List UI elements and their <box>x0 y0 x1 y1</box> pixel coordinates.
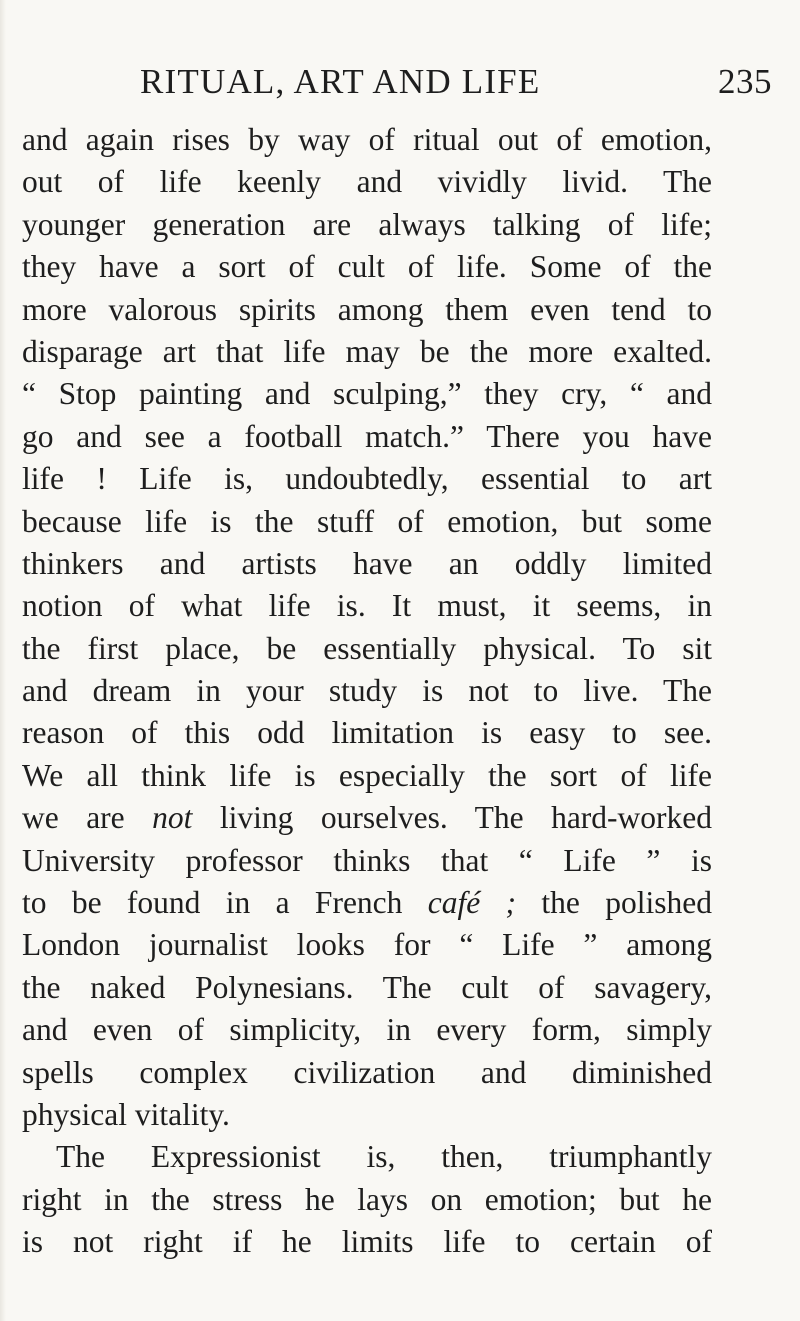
text-line: because life is the stuff of emotion, but some <box>22 503 712 539</box>
text-line: and dream in your study is not to live. The <box>22 673 712 709</box>
text-line-with-italic <box>22 797 712 839</box>
text-line: disparage art that life may be the more exalted. <box>22 333 712 369</box>
text-line: “ Stop painting and sculping,” they cry, “ and <box>22 376 712 412</box>
text-line: University professor thinks that “ Life ” is <box>22 842 712 878</box>
text-line: the naked Polynesians. The cult of savagery, <box>22 969 712 1005</box>
italic-word: café ; <box>427 885 517 921</box>
paragraph-end-line: physical vitality. <box>22 1096 230 1132</box>
line-segment: to be found in a French <box>22 885 428 921</box>
page-edge-shadow <box>0 0 6 1321</box>
running-head <box>30 62 772 106</box>
text-line: notion of what life is. It must, it seems, in <box>22 588 712 624</box>
paragraph-start-line: The Expressionist is, then, triumphantly <box>56 1139 712 1175</box>
text-line: We all think life is especially the sort of life <box>22 757 712 793</box>
italic-word: not <box>152 800 193 836</box>
text-line: the first place, be essentially physical. To sit <box>22 630 712 666</box>
text-line: is not right if he limits life to certain of <box>22 1224 712 1260</box>
text-line: spells complex civilization and diminished <box>22 1054 712 1090</box>
body-text <box>22 119 712 1264</box>
text-line: London journalist looks for “ Life ” among <box>22 927 712 963</box>
text-line: out of life keenly and vividly livid. The <box>22 164 712 200</box>
text-line-with-italic <box>22 882 712 924</box>
text-line: thinkers and artists have an oddly limited <box>22 545 712 581</box>
page-number: 235 <box>718 62 772 101</box>
text-line: reason of this odd limitation is easy to see. <box>22 715 712 751</box>
text-line: more valorous spirits among them even tend to <box>22 291 712 327</box>
text-line: right in the stress he lays on emotion; but he <box>22 1181 712 1217</box>
text-line: life ! Life is, undoubtedly, essential to art <box>22 461 712 497</box>
line-segment: we are <box>22 800 153 836</box>
line-segment: living ourselves. The hard-worked <box>192 800 712 836</box>
text-line: go and see a football match.” There you have <box>22 418 712 454</box>
text-line: younger generation are always talking of life; <box>22 206 712 242</box>
line-segment: the polished <box>516 885 712 921</box>
text-line: they have a sort of cult of life. Some of the <box>22 249 712 285</box>
running-title: RITUAL, ART AND LIFE <box>140 62 541 101</box>
text-line: and again rises by way of ritual out of emotion, <box>22 122 712 157</box>
text-line: and even of simplicity, in every form, simply <box>22 1012 712 1048</box>
